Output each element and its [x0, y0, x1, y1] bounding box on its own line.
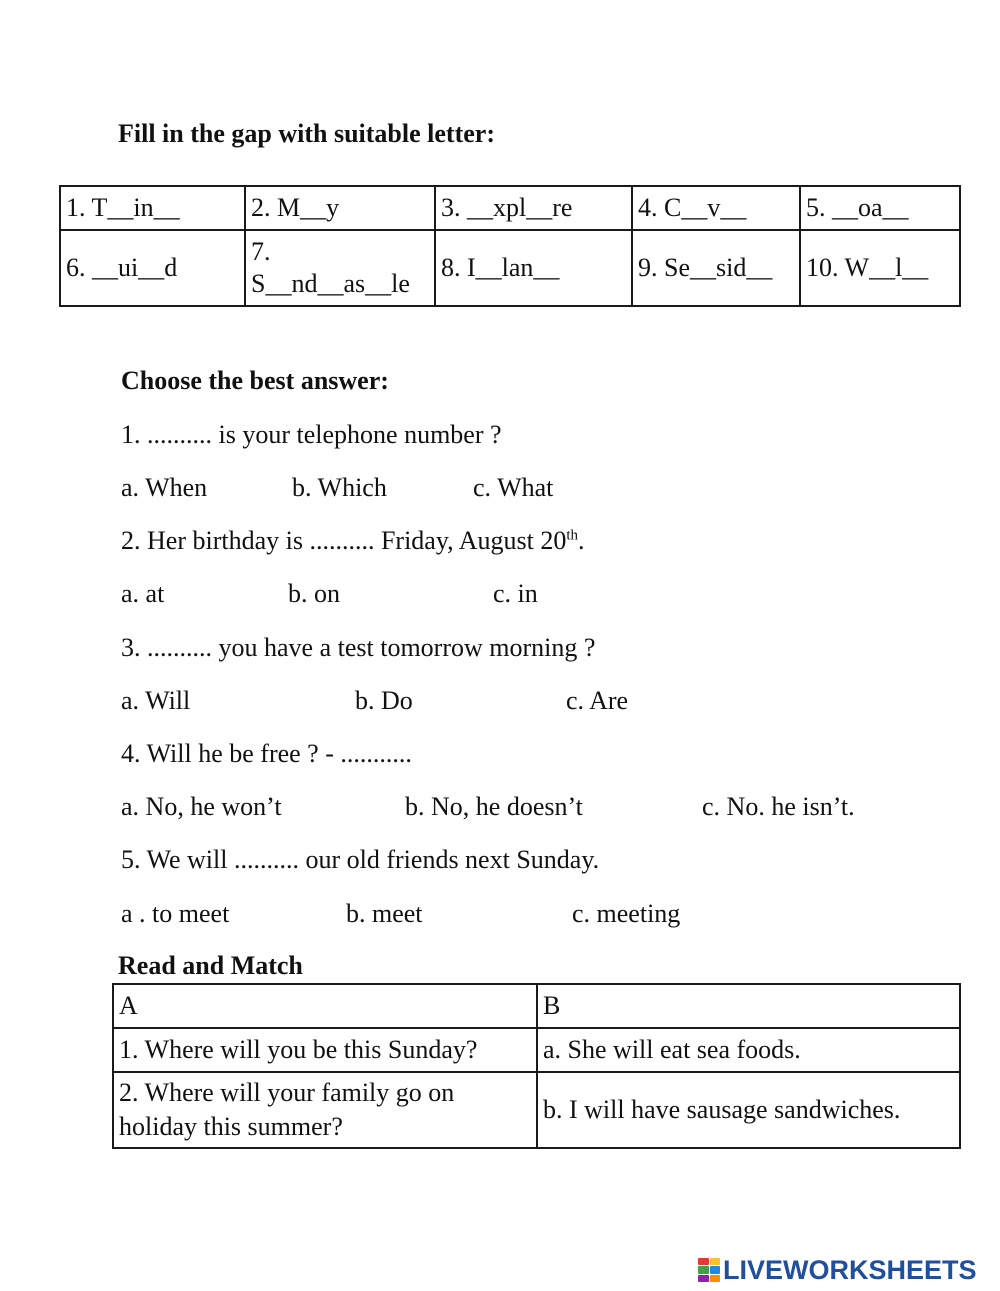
option-c: c. What [473, 473, 554, 502]
option-b: b. Which [292, 473, 387, 502]
liveworksheets-logo [698, 1256, 977, 1284]
question-2 [121, 526, 585, 556]
option-a: a. When [121, 473, 208, 502]
question-2-text: 2. Her birthday is .......... Friday, August 20 [121, 526, 567, 555]
gap-cell: 6. __ui__d [60, 230, 245, 306]
match-table [112, 983, 961, 1149]
read-match-title: Read and Match [118, 951, 303, 980]
gap-cell: 10. W__l__ [800, 230, 960, 306]
option-a: a. No, he won’t [121, 792, 282, 821]
match-cell: 1. Where will you be this Sunday? [113, 1028, 537, 1072]
option-b: b. on [288, 579, 340, 608]
gap-cell: 5. __oa__ [800, 186, 960, 230]
fill-gap-table [59, 185, 961, 307]
option-c: c. Are [566, 686, 629, 715]
option-b: b. meet [346, 899, 423, 928]
match-cell: b. I will have sausage sandwiches. [537, 1072, 960, 1148]
gap-cell [245, 230, 435, 306]
question-2-tail: . [578, 526, 585, 555]
question-1: 1. .......... is your telephone number ? [121, 420, 502, 449]
column-header-b: B [537, 984, 960, 1028]
column-header-a: A [113, 984, 537, 1028]
match-cell: a. She will eat sea foods. [537, 1028, 960, 1072]
option-a: a. at [121, 579, 165, 608]
gap-cell: 8. I__lan__ [435, 230, 632, 306]
gap-cell: 2. M__y [245, 186, 435, 230]
gap-cell: 4. C__v__ [632, 186, 800, 230]
gap-cell: 1. T__in__ [60, 186, 245, 230]
question-5: 5. We will .......... our old friends next Sunday. [121, 845, 600, 874]
question-2-sup: th [566, 527, 579, 544]
fill-gap-title: Fill in the gap with suitable letter: [118, 119, 495, 148]
gap-cell: 3. __xpl__re [435, 186, 632, 230]
question-4: 4. Will he be free ? - ........... [121, 739, 412, 768]
gap-cell-text: 7. S__nd__as__le [251, 237, 410, 298]
table-row [113, 1072, 960, 1148]
table-row [113, 1028, 960, 1072]
option-b: b. Do [355, 686, 413, 715]
gap-cell: 9. Se__sid__ [632, 230, 800, 306]
logo-icon [698, 1258, 720, 1282]
match-cell: 2. Where will your family go on holiday this summer? [113, 1072, 537, 1148]
question-3: 3. .......... you have a test tomorrow morning ? [121, 633, 596, 662]
table-row [60, 230, 960, 306]
option-c: c. No. he isn’t. [702, 792, 855, 821]
table-row [60, 186, 960, 230]
table-header-row [113, 984, 960, 1028]
option-c: c. in [493, 579, 538, 608]
choose-answer-title: Choose the best answer: [121, 366, 389, 395]
option-b: b. No, he doesn’t [405, 792, 583, 821]
option-a: a . to meet [121, 899, 230, 928]
option-a: a. Will [121, 686, 191, 715]
option-c: c. meeting [572, 899, 681, 928]
logo-text: LIVEWORKSHEETS [723, 1254, 977, 1285]
